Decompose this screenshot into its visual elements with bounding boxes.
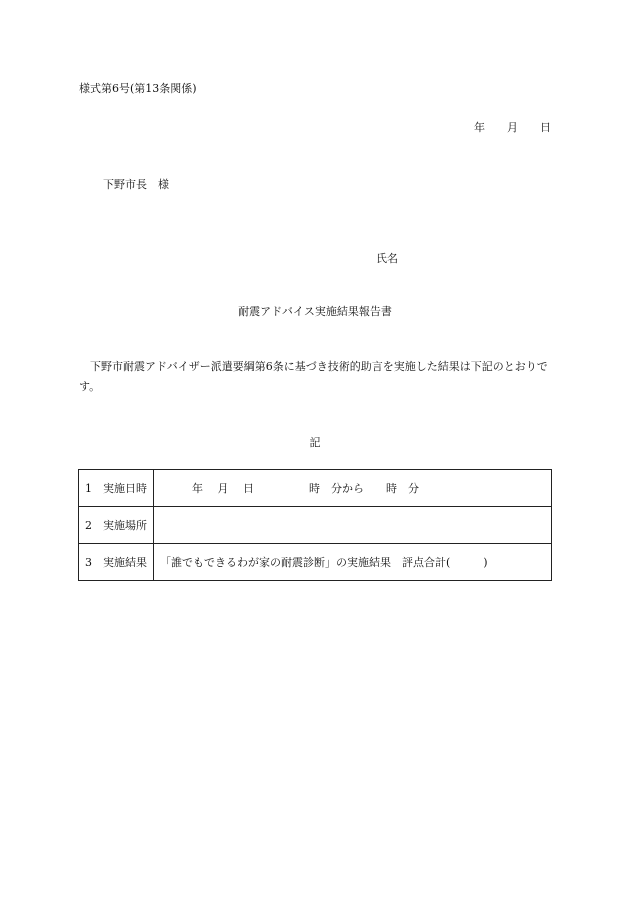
row-label-location: 2 実施場所: [79, 507, 154, 544]
table-row: [79, 470, 552, 507]
row-label-result: 3 実施結果: [79, 544, 154, 581]
addressee: 下野市長 様: [103, 178, 169, 191]
ki-label: 記: [309, 436, 321, 449]
row-value-location: [154, 507, 552, 544]
date-day-label: 日: [540, 121, 551, 134]
table-row: [79, 544, 552, 581]
row-label-datetime: 1 実施日時: [79, 470, 154, 507]
name-label: 氏名: [376, 252, 398, 265]
date-line: [474, 119, 551, 135]
date-year-label: 年: [474, 121, 485, 134]
body-paragraph: 下野市耐震アドバイザー派遣要綱第6条に基づき技術的助言を実施した結果は下記のとおりです。: [79, 360, 548, 393]
table-row: [79, 507, 552, 544]
row-value-datetime: 年 月 日 時 分から 時 分: [154, 470, 552, 507]
form-number: 様式第6号(第13条関係): [79, 82, 197, 95]
row-value-result: 「誰でもできるわが家の耐震診断」の実施結果 評点合計( ): [154, 544, 552, 581]
document-title: 耐震アドバイス実施結果報告書: [238, 305, 392, 318]
date-month-label: 月: [507, 121, 518, 134]
result-table: [78, 469, 552, 581]
